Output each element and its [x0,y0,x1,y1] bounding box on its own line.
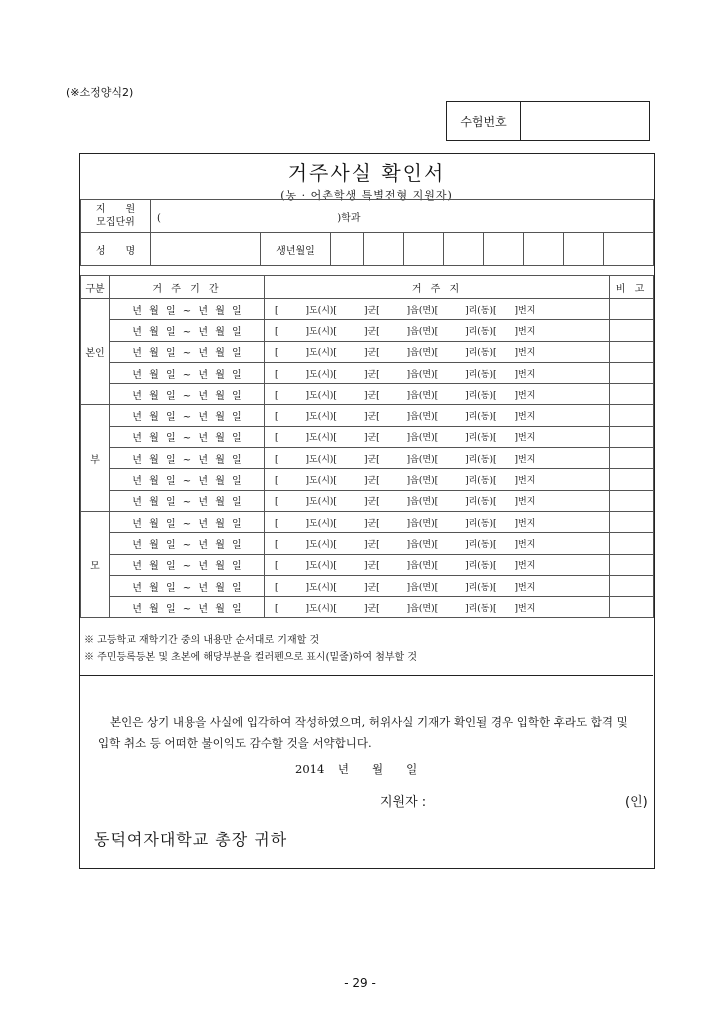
residence-row [81,597,654,618]
applicant-label: 지원자 : [380,795,427,810]
address-cell[interactable]: [ ]도(시)[ ]군[ ]읍(면)[ ]리(동)[ ]번지 [265,448,610,469]
address-cell[interactable]: [ ]도(시)[ ]군[ ]읍(면)[ ]리(동)[ ]번지 [265,575,610,596]
address-cell[interactable]: [ ]도(시)[ ]군[ ]읍(면)[ ]리(동)[ ]번지 [265,405,610,426]
unit-open: ( [157,212,161,224]
unit-label [81,200,151,233]
group-label: 모 [81,511,110,617]
birth-field-7[interactable] [564,233,604,266]
remarks-cell[interactable] [610,384,654,405]
name-label: 성 명 [81,233,151,266]
remarks-cell[interactable] [610,320,654,341]
period-cell[interactable]: 년 월 일 ~ 년 월 일 [110,405,265,426]
title-block [80,154,653,200]
addressee: 동덕여자대학교 총장 귀하 [94,830,288,849]
unit-field[interactable] [151,200,654,233]
notes [84,632,417,666]
residence-row [81,405,654,426]
residence-row [81,448,654,469]
residence-row [81,299,654,320]
page-number: - 29 - [344,976,376,990]
period-cell[interactable]: 년 월 일 ~ 년 월 일 [110,320,265,341]
remarks-cell[interactable] [610,341,654,362]
pledge-text: 본인은 상기 내용을 사실에 입각하여 작성하였으며, 허위사실 기재가 확인될 경우 입학한 후라도 합격 및 입학 취소 등 어떠한 불이익도 감수할 것을 서약합니다. [98,715,628,750]
period-cell[interactable]: 년 월 일 ~ 년 월 일 [110,597,265,618]
period-cell[interactable]: 년 월 일 ~ 년 월 일 [110,575,265,596]
residence-row [81,490,654,511]
address-cell[interactable]: [ ]도(시)[ ]군[ ]읍(면)[ ]리(동)[ ]번지 [265,426,610,447]
address-cell[interactable]: [ ]도(시)[ ]군[ ]읍(면)[ ]리(동)[ ]번지 [265,299,610,320]
remarks-cell[interactable] [610,426,654,447]
unit-label-bottom: 모집단위 [96,217,135,228]
address-cell[interactable]: [ ]도(시)[ ]군[ ]읍(면)[ ]리(동)[ ]번지 [265,384,610,405]
period-cell[interactable]: 년 월 일 ~ 년 월 일 [110,554,265,575]
residence-row [81,554,654,575]
birth-field-5[interactable] [484,233,524,266]
remarks-cell[interactable] [610,448,654,469]
birth-field-1[interactable] [331,233,364,266]
remarks-cell[interactable] [610,299,654,320]
remarks-cell[interactable] [610,490,654,511]
address-cell[interactable]: [ ]도(시)[ ]군[ ]읍(면)[ ]리(동)[ ]번지 [265,469,610,490]
period-cell[interactable]: 년 월 일 ~ 년 월 일 [110,299,265,320]
residence-table [80,275,654,618]
residence-row [81,533,654,554]
remarks-cell[interactable] [610,469,654,490]
residence-row [81,320,654,341]
applicant-info-table [80,199,654,266]
residence-row [81,362,654,383]
seal-label: (인) [625,795,648,810]
document-subtitle: (농 · 어촌학생 특별전형 지원자) [280,189,453,202]
period-cell[interactable]: 년 월 일 ~ 년 월 일 [110,384,265,405]
header-category: 구분 [81,276,110,299]
header-remarks: 비 고 [610,276,654,299]
period-cell[interactable]: 년 월 일 ~ 년 월 일 [110,426,265,447]
exam-number-field[interactable] [521,102,649,140]
remarks-cell[interactable] [610,554,654,575]
remarks-cell[interactable] [610,575,654,596]
date-line: 2014 년 월 일 [295,762,418,776]
birth-field-2[interactable] [364,233,404,266]
birth-label: 생년월일 [261,233,331,266]
period-cell[interactable]: 년 월 일 ~ 년 월 일 [110,533,265,554]
unit-label-top: 지 원 [95,204,136,215]
address-cell[interactable]: [ ]도(시)[ ]군[ ]읍(면)[ ]리(동)[ ]번지 [265,597,610,618]
name-field[interactable] [151,233,261,266]
birth-field-8[interactable] [604,233,654,266]
divider [80,675,653,676]
residence-row [81,384,654,405]
remarks-cell[interactable] [610,362,654,383]
period-cell[interactable]: 년 월 일 ~ 년 월 일 [110,469,265,490]
period-cell[interactable]: 년 월 일 ~ 년 월 일 [110,362,265,383]
address-cell[interactable]: [ ]도(시)[ ]군[ ]읍(면)[ ]리(동)[ ]번지 [265,511,610,532]
residence-row [81,426,654,447]
address-cell[interactable]: [ ]도(시)[ ]군[ ]읍(면)[ ]리(동)[ ]번지 [265,362,610,383]
document-frame [79,153,655,869]
period-cell[interactable]: 년 월 일 ~ 년 월 일 [110,490,265,511]
group-label: 본인 [81,299,110,405]
birth-field-6[interactable] [524,233,564,266]
header-period: 거 주 기 간 [110,276,265,299]
address-cell[interactable]: [ ]도(시)[ ]군[ ]읍(면)[ ]리(동)[ ]번지 [265,341,610,362]
note-item: ※ 고등학교 재학기간 중의 내용만 순서대로 기재할 것 [84,635,320,646]
form-label: (※소정양식2) [66,86,134,99]
group-label: 부 [81,405,110,511]
note-item: ※ 주민등록등본 및 초본에 해당부분을 컬러펜으로 표시(밑줄)하여 첨부할 것 [84,652,418,663]
address-cell[interactable]: [ ]도(시)[ ]군[ ]읍(면)[ ]리(동)[ ]번지 [265,554,610,575]
remarks-cell[interactable] [610,511,654,532]
document-title: 거주사실 확인서 [287,161,446,185]
exam-number-box [446,101,650,141]
residence-row [81,511,654,532]
remarks-cell[interactable] [610,597,654,618]
birth-field-4[interactable] [444,233,484,266]
remarks-cell[interactable] [610,533,654,554]
residence-row [81,341,654,362]
period-cell[interactable]: 년 월 일 ~ 년 월 일 [110,341,265,362]
birth-field-3[interactable] [404,233,444,266]
unit-close: )학과 [337,212,361,224]
header-address: 거 주 지 [265,276,610,299]
period-cell[interactable]: 년 월 일 ~ 년 월 일 [110,448,265,469]
address-cell[interactable]: [ ]도(시)[ ]군[ ]읍(면)[ ]리(동)[ ]번지 [265,320,610,341]
residence-row [81,575,654,596]
address-cell[interactable]: [ ]도(시)[ ]군[ ]읍(면)[ ]리(동)[ ]번지 [265,533,610,554]
exam-number-label: 수험번호 [447,102,521,140]
address-cell[interactable]: [ ]도(시)[ ]군[ ]읍(면)[ ]리(동)[ ]번지 [265,490,610,511]
period-cell[interactable]: 년 월 일 ~ 년 월 일 [110,511,265,532]
residence-row [81,469,654,490]
remarks-cell[interactable] [610,405,654,426]
